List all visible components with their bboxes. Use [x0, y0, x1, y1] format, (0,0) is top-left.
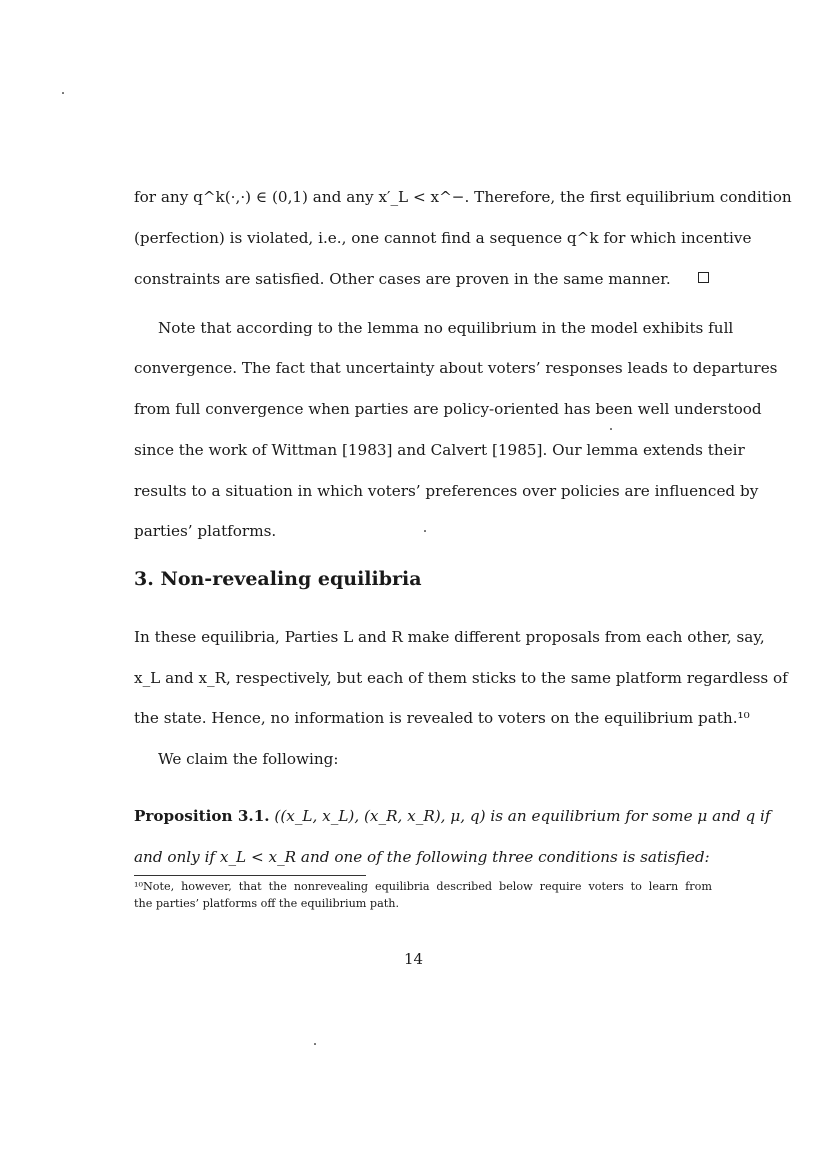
body-line: constraints are satisfied. Other cases are proven in the same manner. — [134, 270, 671, 288]
scan-speck — [62, 92, 64, 94]
scan-speck — [314, 1043, 316, 1045]
body-line: x_L and x_R, respectively, but each of them sticks to the same platform regardless of — [134, 669, 788, 687]
page-number: 14 — [403, 950, 424, 968]
body-line: convergence. The fact that uncertainty about voters’ responses leads to departures — [134, 359, 778, 377]
proposition-line — [134, 806, 771, 826]
footnote-line: the parties’ platforms off the equilibrium path. — [134, 897, 400, 910]
body-line: In these equilibria, Parties L and R make different proposals from each other, say, — [134, 628, 765, 646]
section-heading: 3. Non-revealing equilibria — [134, 568, 422, 590]
body-line: from full convergence when parties are policy-oriented has been well understood — [134, 400, 762, 418]
proposition-label: Proposition 3.1. — [134, 807, 270, 825]
body-line: for any q^k(·,·) ∈ (0,1) and any x′_L < x^−. Therefore, the first equilibrium condition — [134, 188, 792, 206]
body-line: Note that according to the lemma no equilibrium in the model exhibits full — [158, 319, 734, 337]
body-line: (perfection) is violated, i.e., one cannot find a sequence q^k for which incentive — [134, 229, 752, 247]
body-line: We claim the following: — [158, 750, 339, 768]
footnote-line: ¹⁰Note, however, that the nonrevealing equilibria described below require voters to learn from — [134, 880, 712, 893]
body-line: the state. Hence, no information is revealed to voters on the equilibrium path.¹⁰ — [134, 709, 750, 727]
body-line: parties’ platforms. — [134, 522, 277, 540]
scan-speck — [610, 428, 612, 430]
footnote-rule — [134, 875, 366, 876]
proposition-line: and only if x_L < x_R and one of the following three conditions is satisfied: — [134, 848, 710, 866]
body-line: since the work of Wittman [1983] and Calvert [1985]. Our lemma extends their — [134, 441, 745, 459]
qed-box-icon — [698, 272, 709, 283]
body-line: results to a situation in which voters’ preferences over policies are influenced by — [134, 482, 759, 500]
proposition-statement: ((x_L, x_L), (x_R, x_R), μ, q) is an equilibrium for some μ and q if — [274, 807, 771, 825]
